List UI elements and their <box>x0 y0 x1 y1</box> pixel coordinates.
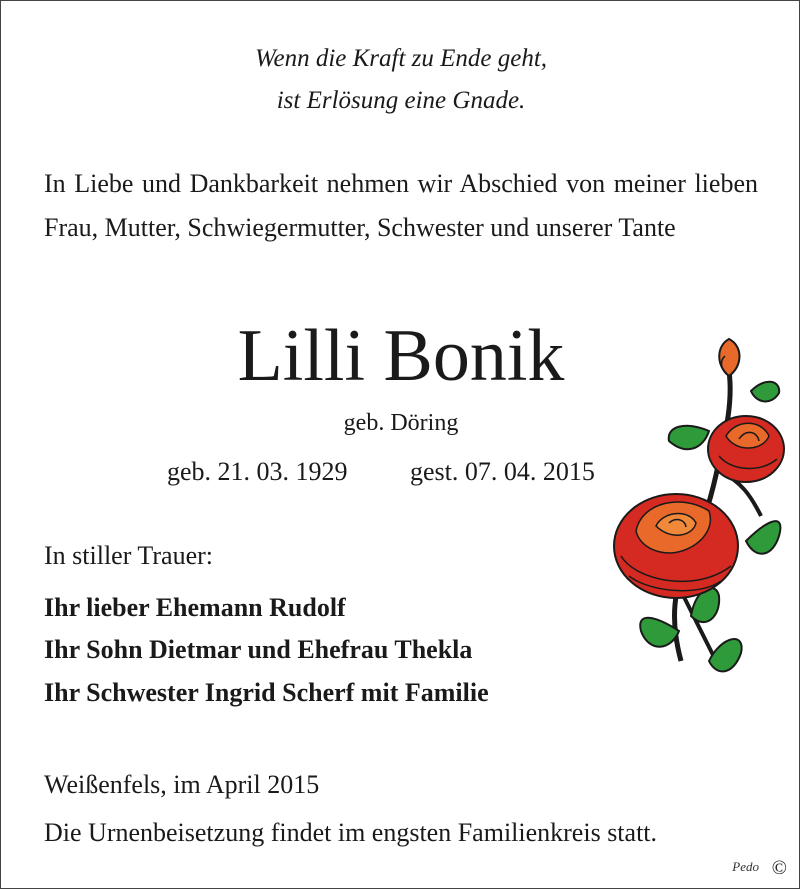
motto-line-2: ist Erlösung eine Gnade. <box>276 87 526 114</box>
rose-illustration-icon <box>601 331 796 701</box>
mourner-line: Ihr Schwester Ingrid Scherf mit Familie <box>44 678 489 707</box>
place-date: Weißenfels, im April 2015 <box>44 770 320 799</box>
mourner-line: Ihr Sohn Dietmar und Ehefrau Thekla <box>44 635 473 664</box>
mourner-line: Ihr lieber Ehemann Rudolf <box>44 593 346 622</box>
birth-date: geb. 21. 03. 1929 <box>167 457 348 486</box>
burial-note: Die Urnenbeisetzung findet im engsten Familienkreis statt. <box>44 818 658 847</box>
motto-line-1: Wenn die Kraft zu Ende geht, <box>254 45 548 72</box>
deceased-name: Lilli Bonik <box>237 315 565 397</box>
artist-signature: Pedo <box>732 859 759 874</box>
maiden-name: geb. Döring <box>343 410 459 436</box>
intro-text: In Liebe und Dankbarkeit nehmen wir Abschied von meiner lieben Frau, Mutter, Schwiegermutter, Schwester und unserer Tante <box>44 169 758 242</box>
mourning-heading: In stiller Trauer: <box>44 541 213 570</box>
death-date: gest. 07. 04. 2015 <box>410 457 595 486</box>
copyright-symbol: © <box>771 857 787 879</box>
